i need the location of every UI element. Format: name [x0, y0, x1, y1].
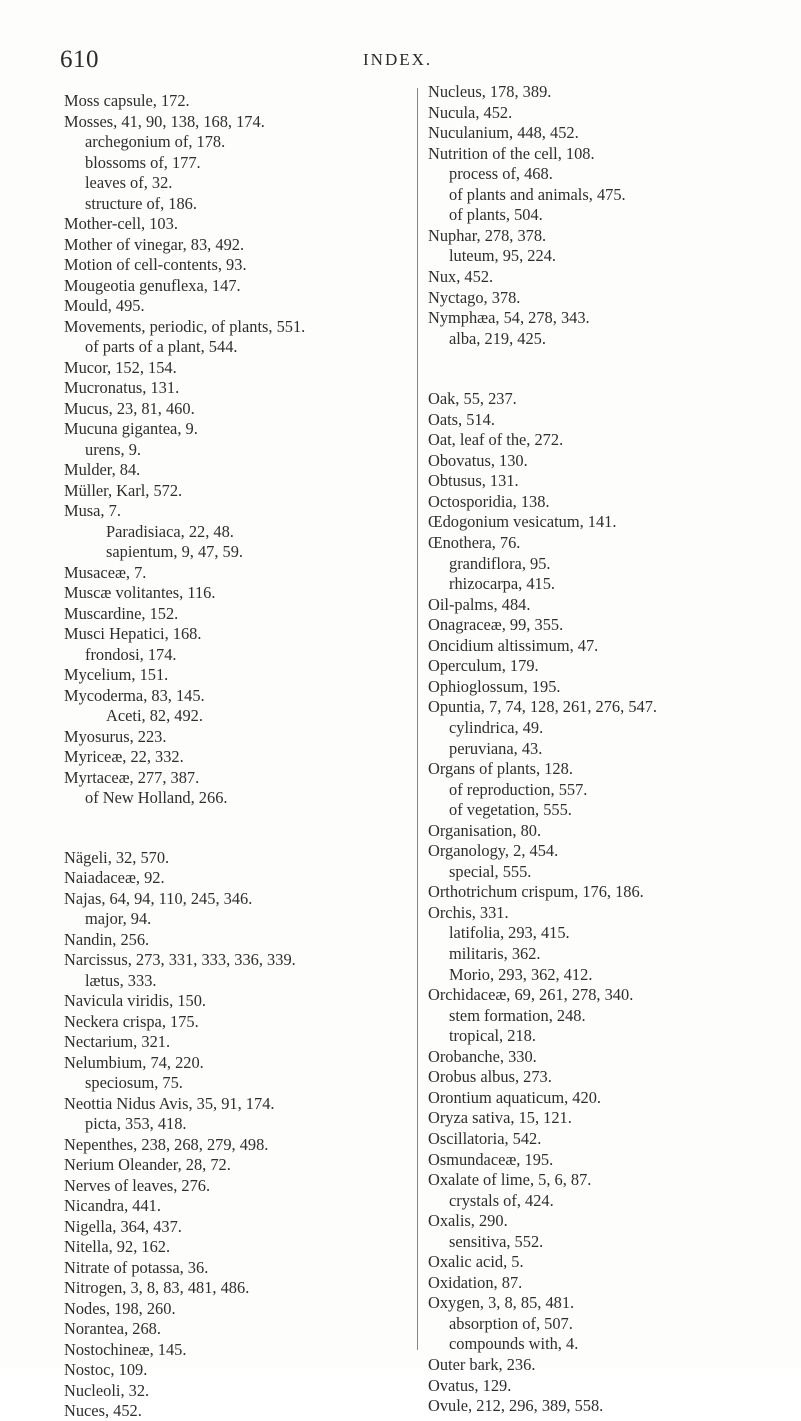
index-entry: Neckera crispa, 175. — [64, 1011, 199, 1031]
page-number: 610 — [60, 46, 99, 73]
index-entry: of reproduction, 557. — [449, 779, 588, 799]
index-entry: Mougeotia genuflexa, 147. — [64, 275, 241, 295]
index-entry: Orobus albus, 273. — [428, 1067, 552, 1087]
index-entry: Mould, 495. — [64, 296, 145, 315]
index-entry: Muscæ volitantes, 116. — [64, 583, 216, 602]
index-entry: Neottia Nidus Avis, 35, 91, 174. — [64, 1093, 275, 1113]
index-entry: Oscillatoria, 542. — [428, 1128, 542, 1148]
index-entry: Nectarium, 321. — [64, 1032, 171, 1051]
index-entry: Nandin, 256. — [64, 929, 150, 949]
index-entry: Mycelium, 151. — [64, 665, 169, 684]
index-entry: process of, 468. — [449, 164, 553, 184]
index-entry: Organisation, 80. — [428, 820, 542, 840]
index-entry: compounds with, 4. — [449, 1334, 579, 1354]
index-entry: Mucuna gigantea, 9. — [64, 419, 198, 438]
index-entry: grandiflora, 95. — [449, 553, 551, 573]
index-entry: Œdogonium vesicatum, 141. — [428, 512, 617, 532]
index-entry: Nutrition of the cell, 108. — [428, 143, 595, 163]
index-entry: Nostoc, 109. — [64, 1360, 148, 1379]
index-entry: frondosi, 174. — [85, 644, 177, 664]
index-entry: Oncidium altissimum, 47. — [428, 635, 599, 655]
index-entry: Mucus, 23, 81, 460. — [64, 398, 195, 418]
index-entry: blossoms of, 177. — [85, 152, 201, 172]
index-entry: Octosporidia, 138. — [428, 491, 550, 511]
index-entry: lætus, 333. — [85, 970, 157, 990]
index-entry: Nigella, 364, 437. — [64, 1216, 182, 1236]
index-entry: Oxalic acid, 5. — [428, 1252, 524, 1272]
index-entry: Orchis, 331. — [428, 902, 509, 922]
index-entry: special, 555. — [449, 861, 532, 881]
index-entry: Nodes, 198, 260. — [64, 1298, 176, 1318]
index-entry: Opuntia, 7, 74, 128, 261, 276, 547. — [428, 697, 658, 717]
index-entry: Oat, leaf of the, 272. — [428, 430, 564, 450]
index-entry: structure of, 186. — [85, 193, 197, 213]
index-entry: Nitrate of potassa, 36. — [64, 1257, 209, 1277]
index-entry: Nyctago, 378. — [428, 287, 521, 307]
index-entry: Narcissus, 273, 331, 333, 336, 339. — [64, 950, 296, 969]
index-entry: Orontium aquaticum, 420. — [428, 1087, 601, 1107]
index-entry: militaris, 362. — [449, 944, 541, 963]
index-entry: urens, 9. — [85, 439, 141, 459]
index-entry: sensitiva, 552. — [449, 1231, 544, 1251]
index-entry: Morio, 293, 362, 412. — [449, 964, 593, 984]
index-entry: speciosum, 75. — [85, 1073, 183, 1092]
index-entry: Muscardine, 152. — [64, 603, 179, 623]
index-entry: Mucor, 152, 154. — [64, 357, 177, 377]
index-entry: Œnothera, 76. — [428, 533, 521, 552]
index-entry: Nuphar, 278, 378. — [428, 225, 547, 245]
index-entry: Najas, 64, 94, 110, 245, 346. — [64, 888, 253, 908]
index-entry: Movements, periodic, of plants, 551. — [64, 316, 306, 336]
index-entry: Osmundaceæ, 195. — [428, 1149, 554, 1169]
index-entry: Orthotrichum crispum, 176, 186. — [428, 882, 644, 902]
index-entry: Navicula viridis, 150. — [64, 991, 207, 1010]
index-entry: Mother of vinegar, 83, 492. — [64, 234, 245, 254]
index-entry: stem formation, 248. — [449, 1005, 586, 1025]
index-entry: Nelumbium, 74, 220. — [64, 1052, 204, 1072]
index-entry: Ophioglossum, 195. — [428, 676, 561, 696]
index-entry: Oil-palms, 484. — [428, 594, 531, 614]
index-entry: Nostochineæ, 145. — [64, 1339, 187, 1359]
index-entry: Onagraceæ, 99, 355. — [428, 615, 564, 635]
index-entry: rhizocarpa, 415. — [449, 574, 556, 594]
index-entry: Obtusus, 131. — [428, 471, 519, 491]
index-entry: Nitella, 92, 162. — [64, 1237, 171, 1256]
index-entry: Mucronatus, 131. — [64, 378, 180, 397]
index-entry: Nucula, 452. — [428, 102, 513, 122]
index-entry: Oxygen, 3, 8, 85, 481. — [428, 1293, 575, 1313]
index-entry: Nymphæa, 54, 278, 343. — [428, 308, 590, 328]
index-entry: leaves of, 32. — [85, 173, 173, 192]
index-entry: Musci Hepatici, 168. — [64, 624, 202, 643]
index-entry: Oxidation, 87. — [428, 1272, 523, 1292]
index-entry: Myosurus, 223. — [64, 726, 167, 746]
index-entry: Oak, 55, 237. — [428, 389, 517, 409]
index-entry: Müller, Karl, 572. — [64, 480, 183, 500]
index-entry: sapientum, 9, 47, 59. — [106, 542, 244, 561]
index-entry: Oats, 514. — [428, 409, 495, 429]
index-entry: Mycoderma, 83, 145. — [64, 685, 205, 705]
index-entry: Obovatus, 130. — [428, 450, 528, 470]
index-entry: picta, 353, 418. — [85, 1114, 187, 1133]
index-entry: Mother-cell, 103. — [64, 214, 178, 233]
index-entry: Nicandra, 441. — [64, 1196, 161, 1215]
index-entry: of vegetation, 555. — [449, 800, 572, 820]
index-entry: Norantea, 268. — [64, 1319, 161, 1338]
column-divider — [417, 88, 418, 1350]
index-entry: Myrtaceæ, 277, 387. — [64, 767, 200, 787]
index-entry: Nerium Oleander, 28, 72. — [64, 1155, 231, 1174]
index-entry: alba, 219, 425. — [449, 328, 546, 348]
index-entry: of plants and animals, 475. — [449, 184, 626, 204]
index-entry: Motion of cell-contents, 93. — [64, 255, 247, 274]
index-entry: absorption of, 507. — [449, 1313, 573, 1333]
index-entry: Oxalis, 290. — [428, 1211, 508, 1231]
index-entry: Ovatus, 129. — [428, 1375, 512, 1395]
index-entry: major, 94. — [85, 909, 152, 928]
index-entry: Nucleoli, 32. — [64, 1380, 150, 1400]
index-entry: Paradisiaca, 22, 48. — [106, 521, 234, 541]
index-entry: Nux, 452. — [428, 266, 494, 286]
index-entry: Nucleus, 178, 389. — [428, 82, 552, 101]
index-entry: Nuculanium, 448, 452. — [428, 123, 579, 143]
index-entry: of parts of a plant, 544. — [85, 337, 238, 356]
index-entry: luteum, 95, 224. — [449, 246, 556, 266]
index-entry: Orobanche, 330. — [428, 1046, 537, 1066]
index-entry: of plants, 504. — [449, 205, 543, 225]
running-head: INDEX. — [363, 50, 433, 69]
index-entry: Oryza sativa, 15, 121. — [428, 1108, 572, 1128]
index-entry: Mosses, 41, 90, 138, 168, 174. — [64, 111, 265, 131]
index-entry: Organs of plants, 128. — [428, 759, 573, 779]
index-entry: Moss capsule, 172. — [64, 91, 190, 110]
index-entry: tropical, 218. — [449, 1026, 536, 1046]
index-entry: Naiadaceæ, 92. — [64, 868, 165, 887]
index-entry: Nerves of leaves, 276. — [64, 1175, 211, 1195]
index-entry: Nitrogen, 3, 8, 83, 481, 486. — [64, 1278, 250, 1297]
index-entry: cylindrica, 49. — [449, 717, 544, 737]
index-entry: crystals of, 424. — [449, 1190, 554, 1210]
index-entry: Aceti, 82, 492. — [106, 706, 203, 725]
index-entry: Nägeli, 32, 570. — [64, 847, 170, 867]
index-entry: Outer bark, 236. — [428, 1355, 536, 1374]
index-entry: Operculum, 179. — [428, 656, 539, 676]
index-entry: Nepenthes, 238, 268, 279, 498. — [64, 1134, 269, 1154]
index-entry: Musa, 7. — [64, 501, 121, 520]
index-entry: Orchidaceæ, 69, 261, 278, 340. — [428, 985, 634, 1005]
index-entry: Musaceæ, 7. — [64, 562, 147, 582]
index-entry: of New Holland, 266. — [85, 788, 228, 807]
index-entry: Oxalate of lime, 5, 6, 87. — [428, 1170, 592, 1190]
index-entry: Organology, 2, 454. — [428, 841, 559, 861]
index-entry: Ovule, 212, 296, 389, 558. — [428, 1396, 604, 1416]
index-entry: archegonium of, 178. — [85, 132, 226, 151]
index-entry: latifolia, 293, 415. — [449, 923, 570, 943]
index-entry: Nuces, 452. — [64, 1401, 142, 1420]
index-entry: Mulder, 84. — [64, 460, 141, 479]
index-entry: peruviana, 43. — [449, 738, 543, 758]
index-entry: Myriceæ, 22, 332. — [64, 747, 184, 766]
